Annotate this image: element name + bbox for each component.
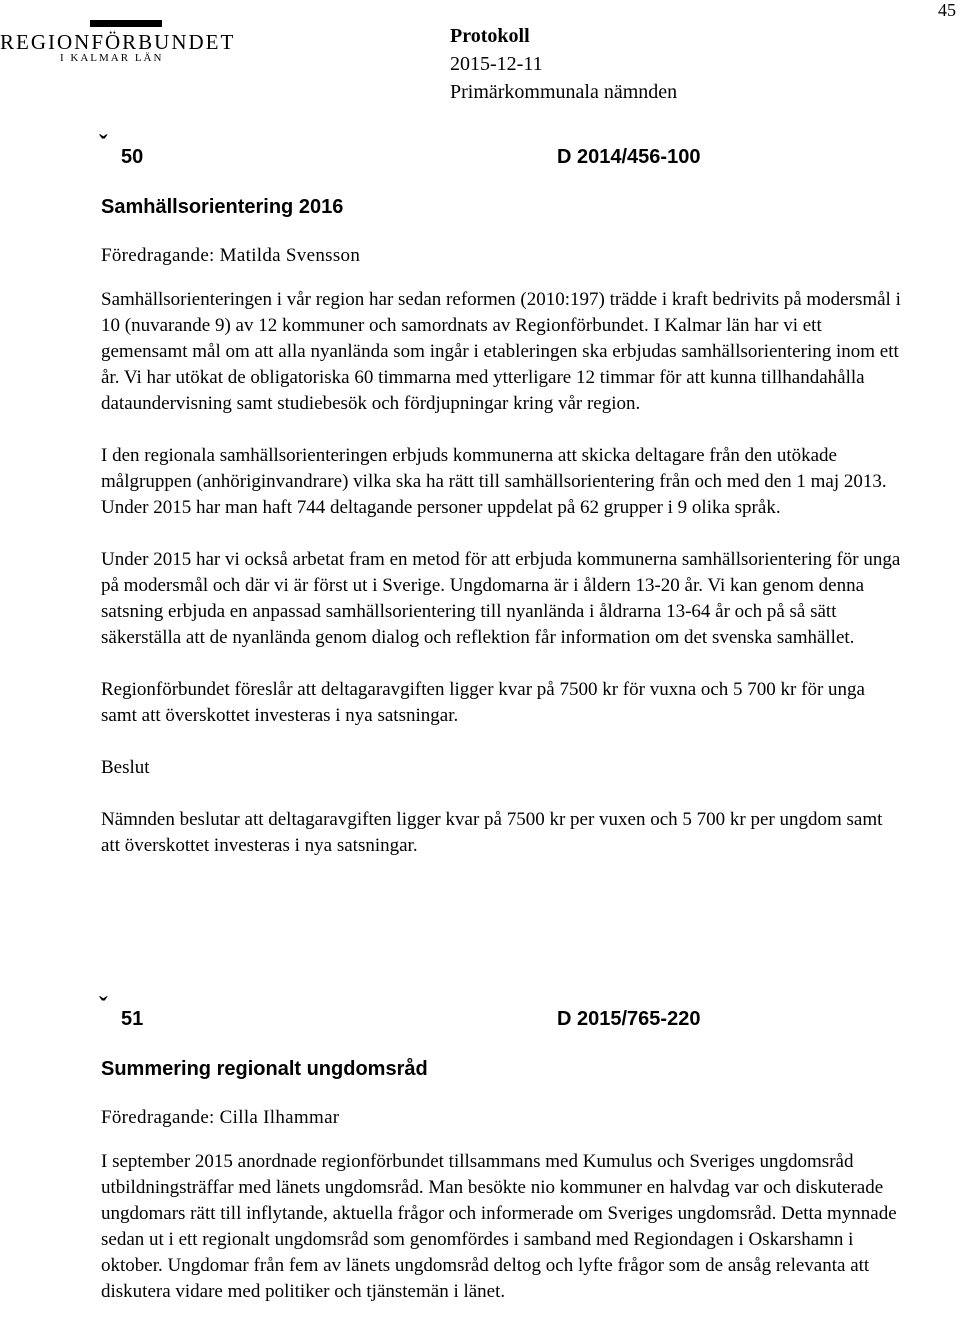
section-title: Summering regionalt ungdomsråd	[101, 1058, 428, 1080]
logo-main-text: REGIONFÖRBUNDET	[0, 30, 236, 54]
page-number: 45	[938, 0, 956, 20]
section-header	[99, 992, 901, 1035]
section-number: 51	[121, 1008, 144, 1030]
section-number: 50	[121, 146, 144, 168]
decision-text: Nämnden beslutar att deltagaravgiften ligger kvar på 7500 kr per vuxen och 5 700 kr per ungdom samt att överskottet investeras i nya satsningar.	[101, 809, 883, 856]
regionforbundet-logo	[0, 14, 236, 66]
paragraph: I den regionala samhällsorienteringen erbjuds kommunerna att skicka deltagare från den utökade målgruppen (anhöriginvandrare) vilka ska ha rätt till samhällsorientering från och med den 1 maj 2013. Under 2015 har man haft 744 deltagande personer uppdelat på 62 grupper i 9 olika språk.	[101, 445, 887, 518]
paragraph: Regionförbundet föreslår att deltagaravgiften ligger kvar på 7500 kr för vuxna och 5 700 kr för unga samt att överskottet investeras i nya satsningar.	[101, 679, 865, 726]
document-type: Protokoll	[450, 25, 530, 47]
logo-bar	[90, 20, 162, 27]
section-header	[99, 130, 901, 173]
section-title: Samhällsorientering 2016	[101, 196, 344, 218]
section-50	[99, 130, 901, 859]
document-header	[450, 22, 677, 106]
paragraph: I september 2015 anordnade regionförbundet tillsammans med Kumulus och Sveriges ungdomsråd utbildningsträffar med länets ungdomsråd. Man besökte nio kommuner en halvdag var och diskuterade ungdomars rätt till inflytande, aktuella frågor och informerade om Sveriges ungdomsråd. Detta mynnade sedan ut i ett regionalt ungdomsråd som genomfördes i samband med Regiondagen i Oskarshamn i oktober. Ungdomar från fem av länets ungdomsråd deltog och lyfte frågor som de ansåg relevanta att diskutera vidare med politiker och tjänstemän i länet.	[101, 1151, 897, 1302]
committee-name: Primärkommunala nämnden	[450, 81, 678, 103]
diary-reference: D 2015/765-220	[557, 1008, 701, 1030]
paragraph: Samhällsorienteringen i vår region har sedan reformen (2010:197) trädde i kraft bedrivits på modersmål i 10 (nuvarande 9) av 12 kommuner och samordnats av Regionförbundet. I Kalmar län har vi ett gemensamt mål om att alla nyanlända som ingår i etableringen ska erbjudas samhällsorientering inom ett år. Vi har utökat de obligatoriska 60 timmarna med ytterligare 12 timmar för att kunna tillhandahålla dataundervisning samt studiebesök och fördjupningar kring vår region.	[101, 289, 901, 414]
paragraph: Under 2015 har vi också arbetat fram en metod för att erbjuda kommunerna samhällsorientering för unga på modersmål och där vi är först ut i Sverige. Ungdomarna är i åldern 13-20 år. Vi kan genom denna satsning erbjuda en anpassad samhällsorientering till nyanlända i åldrarna 13-64 år och på så sätt säkerställa att de nyanlända genom dialog och reflektion får information om det svenska samhället.	[101, 549, 901, 648]
paragraph-caret-icon: ˇ	[99, 130, 108, 159]
logo-sub-text: I KALMAR LÄN	[60, 52, 164, 64]
presenter: Föredragande: Cilla Ilhammar	[101, 1107, 340, 1128]
decision-heading: Beslut	[101, 757, 150, 778]
paragraph-caret-icon: ˇ	[99, 992, 108, 1021]
presenter: Föredragande: Matilda Svensson	[101, 245, 361, 266]
diary-reference: D 2014/456-100	[557, 146, 701, 168]
section-51	[99, 992, 901, 1305]
document-date: 2015-12-11	[450, 53, 543, 75]
